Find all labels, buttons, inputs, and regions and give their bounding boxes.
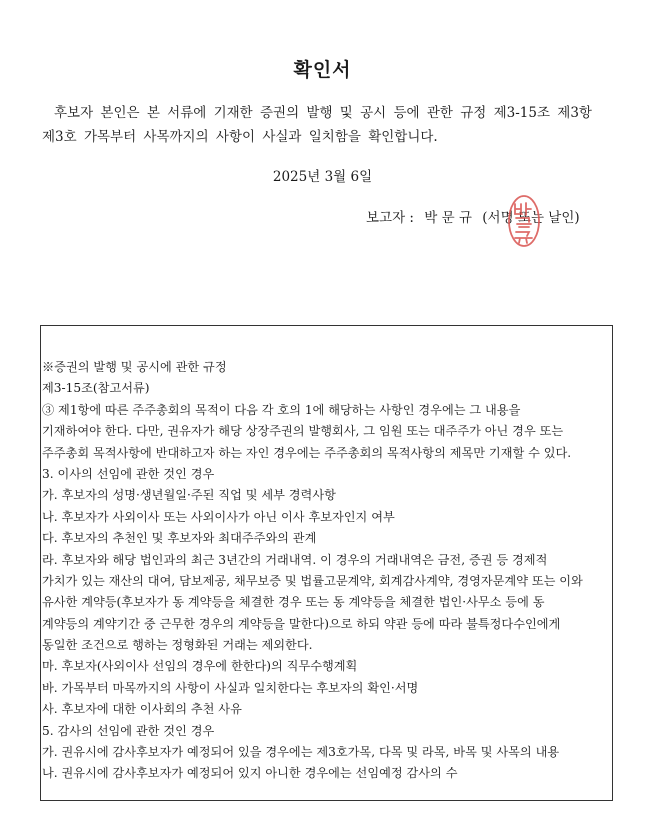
reference-line: 가. 권유시에 감사후보자가 예정되어 있을 경우에는 제3호가목, 다목 및 라목, 바목 및 사목의 내용 [42, 745, 560, 760]
reference-line: 나. 후보자가 사외이사 또는 사외이사가 아닌 이사 후보자인지 여부 [42, 509, 395, 524]
reference-line: 라. 후보자와 해당 법인과의 최근 3년간의 거래내역. 이 경우의 거래내역은 금전, 증권 등 경제적 [42, 552, 548, 567]
reporter-name: 박 문 규 [424, 210, 472, 226]
reference-line: 가치가 있는 재산의 대여, 담보제공, 채무보증 및 법률고문계약, 회계감사계약, 경영자문계약 또는 이와 [42, 573, 583, 588]
reference-line: 계약등의 계약기간 중 근무한 경우의 계약등을 말한다)으로 하되 약관 등에 따라 불특정다수인에게 [42, 616, 561, 631]
document-title: 확인서 [293, 59, 352, 81]
reference-line: 3. 이사의 선임에 관한 것인 경우 [42, 466, 215, 481]
reporter-line [366, 209, 586, 227]
reporter-label: 보고자 : [366, 210, 414, 226]
reference-text [42, 357, 612, 785]
reference-line: 나. 권유시에 감사후보자가 예정되어 있지 아니한 경우에는 선임예정 감사의 수 [42, 766, 458, 781]
statement-line: 후보자 본인은 본 서류에 기재한 증권의 발행 및 공시 등에 관한 규정 제3-15조 제3항 [54, 105, 592, 121]
reference-line: 제3-15조(참고서류) [42, 381, 150, 396]
reference-line: 동일한 조건으로 행하는 정형화된 거래는 제외한다. [42, 638, 313, 653]
reference-line: 기재하여야 한다. 다만, 권유자가 해당 상장주권의 발행회사, 그 임원 또는 대주주가 아닌 경우 또는 [42, 424, 564, 439]
reference-line: 마. 후보자(사외이사 선임의 경우에 한한다)의 직무수행계획 [42, 659, 358, 674]
reference-line: ※증권의 발행 및 공시에 관한 규정 [42, 360, 227, 374]
sign-note: (서명 또는 날인) [482, 210, 580, 226]
reference-line: 5. 감사의 선임에 관한 것인 경우 [42, 723, 215, 738]
confirmation-statement [42, 101, 612, 149]
reference-line: 유사한 계약등(후보자가 동 계약등을 체결한 경우 또는 동 계약등을 체결한 법인·사무소 등에 동 [42, 595, 545, 610]
reference-line: 다. 후보자의 추천인 및 후보자와 최대주주와의 관계 [42, 531, 317, 546]
reference-line: 바. 가목부터 마목까지의 사항이 사실과 일치한다는 후보자의 확인·서명 [42, 680, 419, 695]
reference-line: 주주총회 목적사항에 반대하고자 하는 자인 경우에는 주주총회의 목적사항의 제목만 기재할 수 있다. [42, 445, 572, 460]
statement-line: 제3호 가목부터 사목까지의 사항이 사실과 일치함을 확인합니다. [42, 129, 438, 145]
reference-line: ③ 제1항에 따른 주주총회의 목적이 다음 각 호의 1에 해당하는 사항인 경우에는 그 내용을 [42, 402, 521, 417]
reference-line: 사. 후보자에 대한 이사회의 추천 사유 [42, 702, 242, 717]
seal-stamp-icon [507, 194, 541, 248]
document-date: 2025년 3월 6일 [272, 169, 373, 185]
reference-line: 가. 후보자의 성명·생년월일·주된 직업 및 세부 경력사항 [42, 488, 336, 503]
